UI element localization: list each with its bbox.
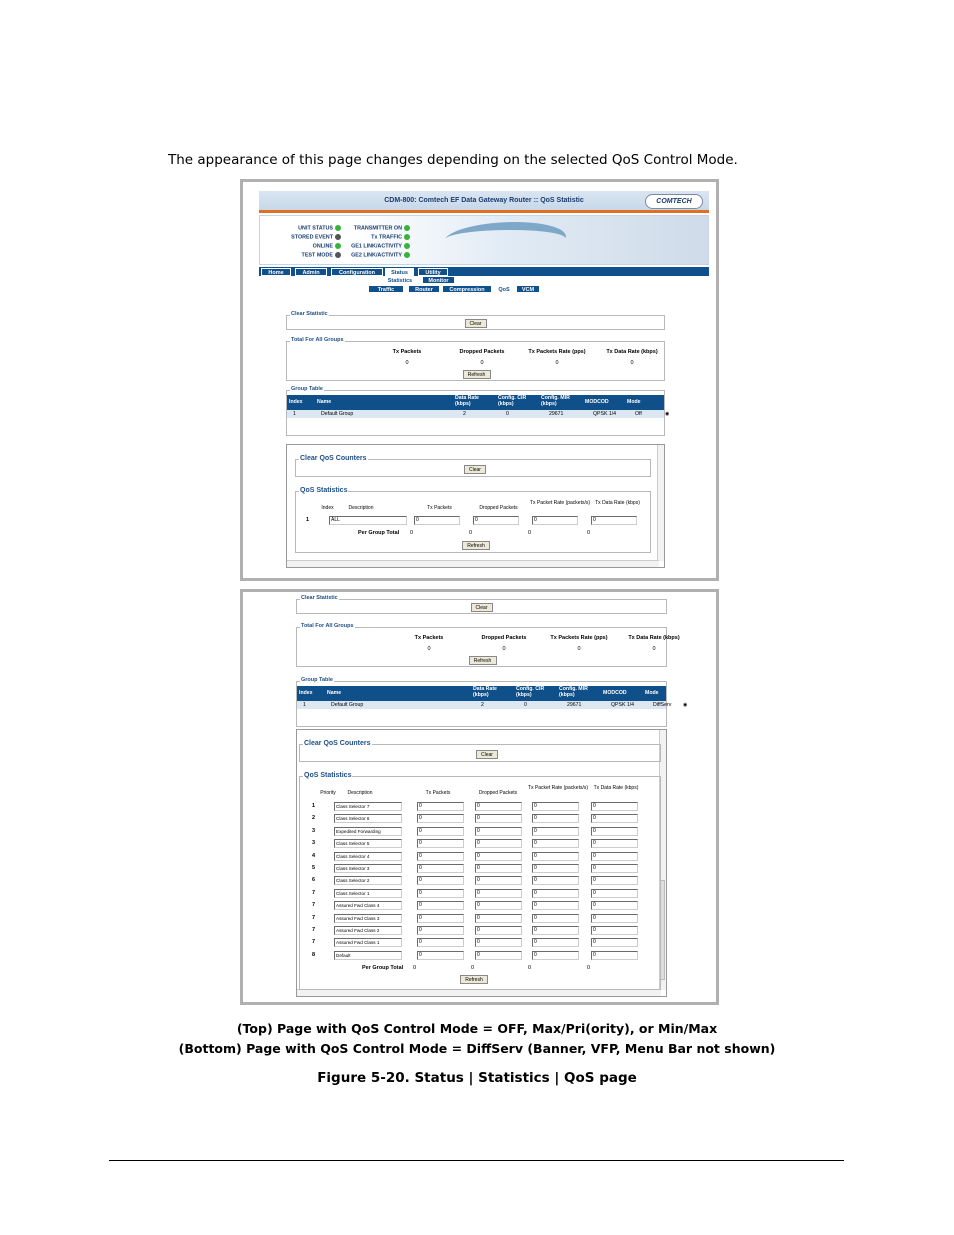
group-col-header: Data Rate (kbps) [455,395,479,407]
vfp-label: STORED EVENT [291,234,333,241]
bottom-screenshot [240,589,719,1005]
clear-statistic-button[interactable]: Clear [465,319,487,328]
totals-value: 0 [652,646,656,652]
group-cell[interactable]: ◉ [665,411,670,417]
group-cell: 2 [481,702,484,708]
totals-column-header: Tx Packets Rate (pps) [528,349,586,355]
per-group-value: 0 [528,530,532,536]
qos-col-header: Tx Packet Rate (packets/s) [530,500,591,506]
group-cell: 29671 [549,411,564,417]
qos-description-input[interactable]: Assured Fwd Class 3 [334,914,402,923]
qos-value-input[interactable]: 0 [532,827,579,836]
totals-column-header: Dropped Packets [459,349,505,355]
qos-value-input[interactable]: 0 [475,938,522,947]
refresh-totals-button[interactable]: Refresh [463,370,491,379]
qos-value-input[interactable]: 0 [532,876,579,885]
menu-tab-status[interactable]: Status [385,268,414,276]
caption-bottom: (Bottom) Page with QoS Control Mode = DiffServ (Banner, VFP, Menu Bar not shown) [178,1041,776,1056]
qos-col-header: Priority [320,790,336,796]
group-col-header: Config. MIR (kbps) [541,395,570,407]
status-led-icon [404,225,410,231]
qos-value-input[interactable]: 0 [591,802,638,811]
qos-priority: 6 [312,877,316,884]
vfp-label: TRANSMITTER ON [353,225,402,232]
group-table [286,386,681,436]
group-col-header: Data Rate (kbps) [473,686,497,698]
qos-input[interactable]: 0 [591,516,637,525]
swoosh-graphic [435,222,575,256]
group-col-header: Select [683,690,699,696]
menu-tab-admin[interactable]: Admin [295,268,327,276]
submenu-tab-router[interactable]: Router [408,285,440,293]
qos-value-input[interactable]: 0 [591,814,638,823]
qos-value-input[interactable]: 0 [417,802,464,811]
qos-priority: 5 [312,865,316,871]
qos-value-input[interactable]: 0 [475,926,522,935]
qos-priority: 1 [312,803,316,809]
qos-value-input[interactable]: 0 [591,852,638,861]
group-col-header: Config. CIR (kbps) [498,395,527,407]
clear-qos-legend: Clear QoS Counters [304,740,371,747]
group-table [296,677,699,727]
qos-col-header: Tx Data Rate (kbps) [593,785,639,791]
group-table-header [287,395,681,410]
per-group-value: 0 [413,965,417,971]
totals-column-header: Tx Packets Rate (pps) [550,635,608,641]
qos-value-input[interactable]: 0 [417,938,464,947]
qos-col-header: Description [348,505,374,511]
clear-statistic-legend: Clear Statistic [291,311,328,317]
total-groups-legend: Total For All Groups [291,337,344,343]
qos-value-input[interactable]: 0 [417,814,464,823]
qos-col-header: Tx Packet Rate (packets/s) [528,785,589,791]
qos-value-input[interactable]: 0 [417,864,464,873]
qos-value-input[interactable]: 0 [591,951,638,960]
qos-value-input[interactable]: 0 [591,864,638,873]
group-cell: 0 [506,411,509,417]
qos-value-input[interactable]: 0 [475,864,522,873]
per-group-value: 0 [587,530,591,536]
clear-qos-group [299,740,661,762]
qos-description-input[interactable]: Default [334,951,402,960]
group-cell: Default Group [321,411,354,417]
qos-value-input[interactable]: 0 [532,889,579,898]
group-table-row [287,410,670,418]
top-screenshot [240,179,719,581]
submenu-tab-traffic[interactable]: Traffic [368,285,404,293]
totals-value: 0 [502,646,506,652]
vfp-label: GE2 LINK/ACTIVITY [351,252,402,259]
qos-value-input[interactable]: 0 [532,926,579,935]
per-group-value: 0 [410,530,414,536]
vfp-status-row [335,225,410,231]
vfp-label: TEST MODE [301,252,333,259]
qos-frame [296,729,667,997]
qos-description-input[interactable]: Class Selector 2 [334,876,402,885]
menu-tab-utility[interactable]: Utility [418,268,448,276]
vfp-status-row [335,252,410,258]
qos-priority: 7 [312,914,316,921]
refresh-qos-button[interactable]: Refresh [460,975,488,984]
totals-column-header: Tx Packets [414,635,444,641]
figure-caption: Figure 5-20. Status | Statistics | QoS page [317,1070,637,1086]
submenu-tab-statistics[interactable]: Statistics [383,276,417,284]
qos-col-header: Dropped Packets [478,790,518,796]
group-cell: QPSK 1/4 [611,702,635,708]
qos-value-input[interactable]: 0 [417,926,464,935]
group-col-header: Name [317,399,332,405]
totals-column-header: Dropped Packets [481,635,527,641]
qos-value-input[interactable]: 0 [591,876,638,885]
group-table-legend: Group Table [291,386,323,392]
horizontal-scrollbar[interactable] [297,989,661,996]
qos-description-input[interactable]: Class Selector 3 [334,864,402,873]
qos-description-input[interactable]: Class Selector 5 [334,839,402,848]
status-led-icon [404,252,410,258]
clear-statistic-legend: Clear Statistic [301,595,338,601]
qos-priority: 7 [312,889,316,896]
qos-description-input[interactable]: Assured Fwd Class 1 [334,938,402,947]
qos-priority: 8 [312,951,316,958]
virtual-front-panel [259,215,709,265]
group-cell: 2 [463,411,466,417]
per-group-total-label: Per Group Total [362,965,404,971]
qos-description-input[interactable]: Expedited Forwarding [334,827,402,836]
qos-priority: 3 [312,840,316,847]
qos-value-input[interactable]: 0 [532,802,579,811]
qos-value-input[interactable]: 0 [475,914,522,923]
qos-priority: 3 [312,827,316,834]
group-cell: QPSK 1/4 [593,411,617,417]
group-cell[interactable]: ◉ [683,702,688,708]
group-col-header: Index [289,399,303,405]
qos-description-input[interactable]: Class Selector 1 [334,889,402,898]
group-col-header: MODCOD [603,690,627,696]
qos-value-input[interactable]: 0 [475,814,522,823]
qos-value-input[interactable]: 0 [475,827,522,836]
qos-index: 1 [306,517,310,523]
qos-col-header: Index [321,505,334,511]
qos-statistics-legend: QoS Statistics [300,487,348,494]
vfp-label: Tx TRAFFIC [371,234,402,241]
vfp-label: ONLINE [312,243,333,250]
group-col-header: Name [327,690,342,696]
totals-value: 0 [480,360,484,366]
group-cell: DiffServ [653,702,672,708]
qos-description-input[interactable]: Class Selector 7 [334,802,402,811]
qos-value-input[interactable]: 0 [532,914,579,923]
qos-value-input[interactable]: 0 [591,926,638,935]
vfp-status-row [335,234,410,240]
qos-value-input[interactable]: 0 [417,839,464,848]
group-table-header [297,686,699,701]
qos-priority: 7 [312,902,316,909]
qos-value-input[interactable]: 0 [591,938,638,947]
qos-value-input[interactable]: 0 [417,901,464,910]
status-led-icon [404,234,410,240]
banner-title: CDM-800: Comtech EF Data Gateway Router :: QoS Statistic [384,197,584,204]
group-cell: 0 [524,702,527,708]
qos-value-input[interactable]: 0 [475,852,522,861]
qos-value-input[interactable]: 0 [475,802,522,811]
qos-col-header: Tx Packets [427,505,452,511]
qos-input[interactable]: ALL [329,516,407,525]
qos-description-input[interactable]: Class Selector 6 [334,814,402,823]
menu-tab-configuration[interactable]: Configuration [331,268,383,276]
submenu-tab-monitor[interactable]: Monitor [422,276,455,284]
per-group-value: 0 [587,965,591,971]
vfp-label: UNIT STATUS [298,225,333,232]
qos-value-input[interactable]: 0 [417,889,464,898]
qos-value-input[interactable]: 0 [532,938,579,947]
group-col-header: Mode [645,690,659,696]
qos-value-input[interactable]: 0 [475,839,522,848]
per-group-total-label: Per Group Total [358,530,400,536]
qos-value-input[interactable]: 0 [591,827,638,836]
group-cell: 29671 [567,702,582,708]
comtech-logo: COMTECH [645,194,703,209]
clear-qos-button[interactable]: Clear [464,465,486,474]
status-led-icon [404,243,410,249]
group-table-row [297,701,688,709]
qos-col-header: Dropped Packets [479,505,518,511]
menu-tab-home[interactable]: Home [261,268,291,276]
clear-qos-group [295,455,651,477]
vertical-scrollbar[interactable] [657,445,664,561]
qos-col-header: Description [347,790,373,796]
qos-frame [286,444,665,568]
group-table-legend: Group Table [301,677,333,683]
qos-value-input[interactable]: 0 [591,901,638,910]
qos-value-input[interactable]: 0 [532,951,579,960]
qos-priority: 7 [312,927,316,933]
totals-column-header: Tx Packets [392,349,422,355]
qos-value-input[interactable]: 0 [591,889,638,898]
group-cell: 1 [303,702,306,708]
qos-priority: 7 [312,939,316,946]
group-cell: 1 [293,411,296,417]
qos-value-input[interactable]: 0 [475,876,522,885]
vfp-status-row [276,225,341,231]
group-col-header: Index [299,690,313,696]
qos-value-input[interactable]: 0 [591,839,638,848]
qos-input[interactable]: 0 [473,516,519,525]
intro-text: The appearance of this page changes depending on the selected QoS Control Mode. [168,152,738,168]
qos-value-input[interactable]: 0 [532,814,579,823]
vfp-label: GE1 LINK/ACTIVITY [351,243,402,250]
vfp-status-row [276,243,341,249]
totals-value: 0 [427,646,431,652]
qos-statistics-legend: QoS Statistics [304,772,352,779]
group-col-header: MODCOD [585,399,609,405]
qos-value-input[interactable]: 0 [417,876,464,885]
refresh-totals-button[interactable]: Refresh [469,656,497,665]
clear-qos-button[interactable]: Clear [476,750,498,759]
refresh-qos-button[interactable]: Refresh [462,541,490,550]
submenu-tab-qos[interactable]: QoS [494,285,514,293]
banner [259,191,709,213]
submenu-tab-compression[interactable]: Compression [442,285,492,293]
qos-value-input[interactable]: 0 [475,951,522,960]
qos-priority: 2 [312,815,316,822]
qos-value-input[interactable]: 0 [417,827,464,836]
totals-value: 0 [630,360,634,366]
totals-value: 0 [577,646,581,652]
horizontal-scrollbar[interactable] [287,560,659,567]
group-col-header: Config. MIR (kbps) [559,686,588,698]
qos-value-input[interactable]: 0 [417,951,464,960]
clear-qos-legend: Clear QoS Counters [300,455,367,462]
qos-input[interactable]: 0 [414,516,460,525]
qos-value-input[interactable]: 0 [532,839,579,848]
qos-description-input[interactable]: Class Selector 4 [334,852,402,861]
total-groups-group [286,337,665,381]
totals-column-header: Tx Data Rate (kbps) [606,349,658,355]
per-group-value: 0 [469,530,473,536]
group-cell: Default Group [331,702,364,708]
qos-description-input[interactable]: Assured Fwd Class 2 [334,926,402,935]
caption-top: (Top) Page with QoS Control Mode = OFF, Max/Pri(ority), or Min/Max [236,1021,718,1036]
qos-value-input[interactable]: 0 [475,889,522,898]
qos-value-input[interactable]: 0 [417,914,464,923]
totals-value: 0 [405,360,409,366]
qos-col-header: Tx Packets [425,790,451,796]
qos-value-input[interactable]: 0 [532,864,579,873]
qos-value-input[interactable]: 0 [532,901,579,910]
total-groups-group [296,623,680,667]
qos-value-input[interactable]: 0 [591,914,638,923]
qos-statistics-group [299,772,661,990]
group-cell: Off [635,411,642,417]
qos-col-header: Tx Data Rate (kbps) [595,500,640,506]
qos-statistics-group [295,487,651,553]
clear-statistic-group [286,311,665,330]
vfp-status-row [335,243,410,249]
qos-description-input[interactable]: Assured Fwd Class 4 [334,901,402,910]
qos-value-input[interactable]: 0 [532,852,579,861]
qos-priority: 4 [312,852,316,859]
qos-value-input[interactable]: 0 [417,852,464,861]
group-col-header: Mode [627,399,641,405]
totals-value: 0 [555,360,559,366]
totals-column-header: Tx Data Rate (kbps) [628,635,680,641]
qos-input[interactable]: 0 [532,516,578,525]
vfp-status-row [276,252,341,258]
qos-value-input[interactable]: 0 [475,901,522,910]
group-col-header: Select [665,399,681,405]
vfp-status-row [276,234,341,240]
clear-statistic-button[interactable]: Clear [471,603,493,612]
footer-rule [109,1160,844,1161]
group-col-header: Config. CIR (kbps) [516,686,545,698]
total-groups-legend: Total For All Groups [301,623,354,629]
per-group-value: 0 [528,965,532,971]
clear-statistic-group [296,595,667,614]
submenu-tab-vcm[interactable]: VCM [516,285,540,293]
per-group-value: 0 [471,965,475,971]
